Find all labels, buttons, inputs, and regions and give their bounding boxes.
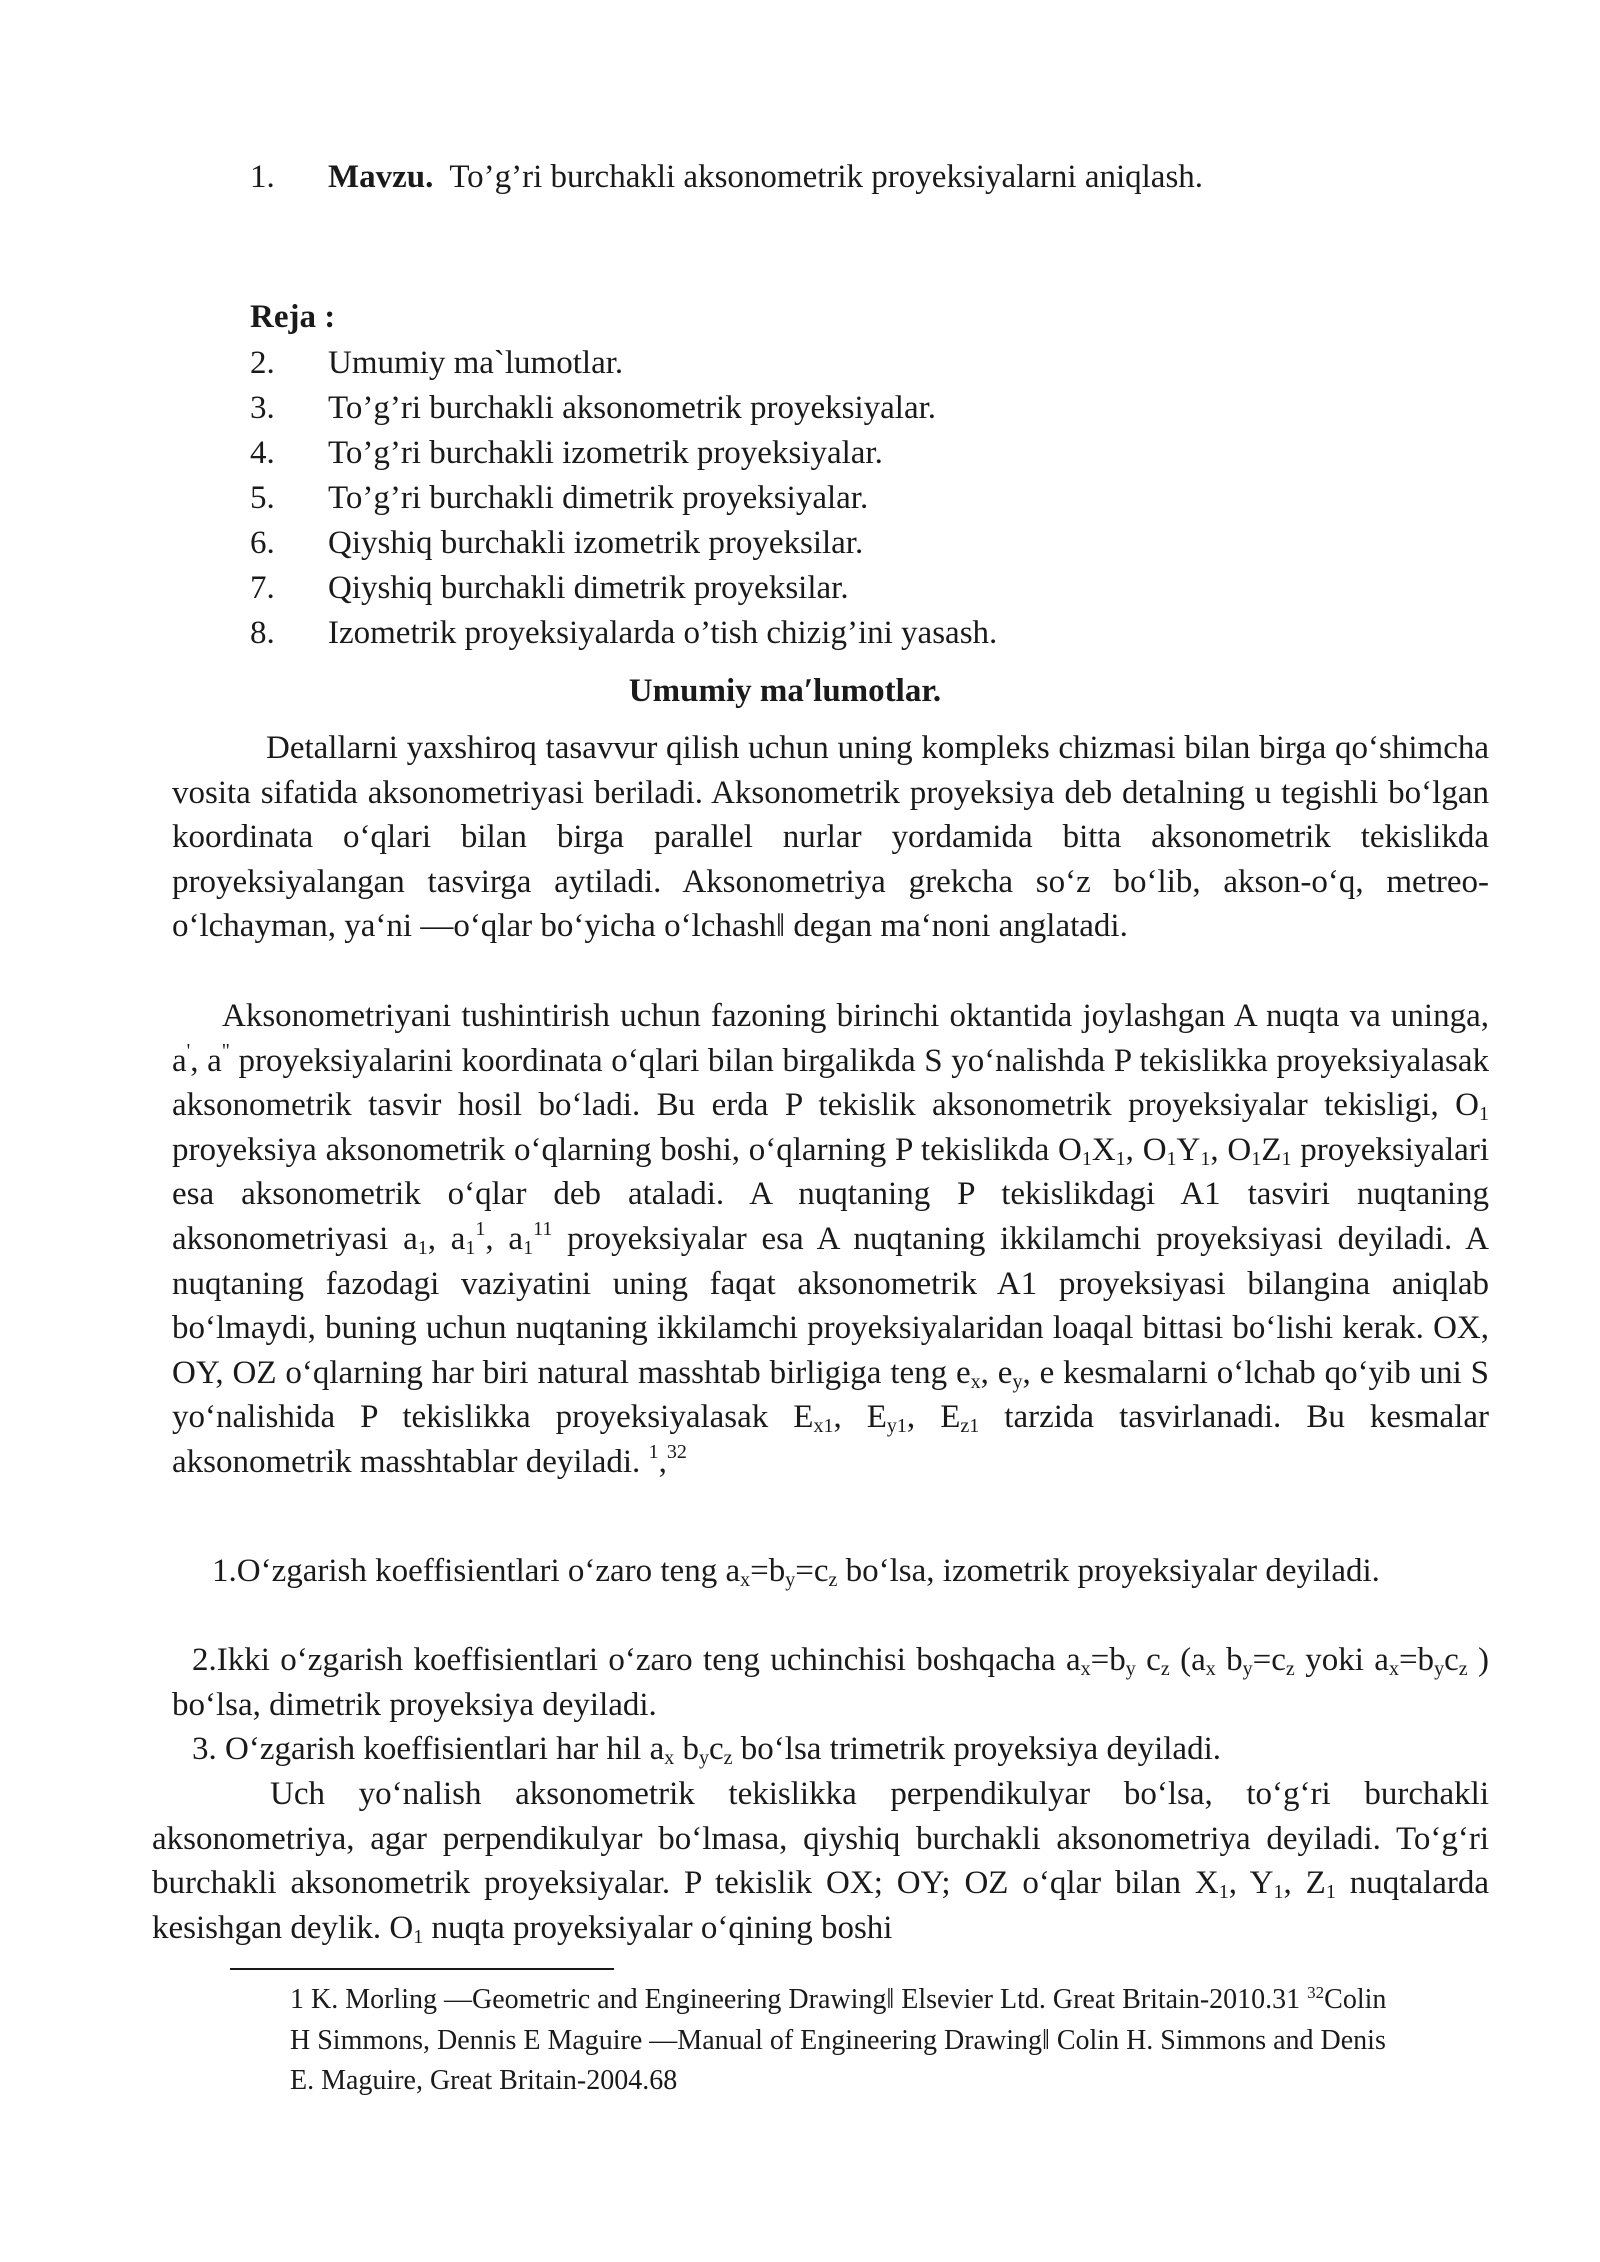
paragraph-dimetric-rule: 2.Ikki o‘zgarish koeffisientlari o‘zaro teng uchinchisi boshqacha $a_x=b_y$ $c_z$ ($a_x$ $b_y=c_z$ yoki $a_x=b_yc_z$ ) bo‘lsa, dimetrik proyeksiya deyiladi. [172,1642,1489,1723]
plan-item-number: 5. [250,480,275,516]
section-heading: Umumiy maʹlumotlar. [628,673,942,709]
plan-item-text: Qiyshiq burchakli izometrik proyeksilar. [328,525,864,561]
plan-item-number: 3. [250,390,275,426]
plan-heading: Reja : [250,299,336,335]
topic-label: Mavzu. [328,159,434,195]
plan-item-text: Umumiy ma`lumotlar. [328,345,624,381]
plan-item [250,520,1250,565]
plan-item [250,610,1250,655]
paragraph-trimetric-rule: 3. O‘zgarish koeffisientlari har hil $a_x$ $b_yc_z$ bo‘lsa trimetrik proyeksiya deyiladi. [192,1731,1221,1769]
paragraph-explanation: Aksonometriyani tushintirish uchun fazoning birinchi oktantida joylashgan A nuqta va uninga, a', a" proyeksiyalarini koordinata o‘qlari bilan birgalikda S yo‘nalishda P tekislikka proyeksiyalasak aksonometrik tasvir hosil bo‘ladi. Bu erda P tekislik aksonometrik proyeksiyalar tekisligi, $O_1$ proyeksiya aksonometrik o‘qlarning boshi, o‘qlarning P tekislikda $O_1X_1$, $O_1Y_1$, $O_1Z_1$ proyeksiyalari esa aksonometrik o‘qlar deb ataladi. A nuqtaning P tekislikdagi A1 tasviri nuqtaning aksonometriyasi $a_1$, $a_1^1$, $a_1^{11}$ proyeksiyalar esa A nuqtaning ikkilamchi proyeksiyasi deyiladi. A nuqtaning fazodagi vaziyatini uning faqat aksonometrik A1 proyeksiyasi bilangina aniqlab bo‘lmaydi, buning uchun nuqtaning ikkilamchi proyeksiyalaridan loaqal bittasi bo‘lishi kerak. OX, OY, OZ o‘qlarning har biri natural masshtab birligiga teng $e_x$, $e_y$, e kesmalarni o‘lchab qo‘yib uni S yo‘nalishida P tekislikka proyeksiyalasak $E_{x1}$, $E_{y1}$, $E_{z1}$ tarzida tasvirlanadi. Bu kesmalar aksonometrik masshtablar deyiladi. $^1$,$^{32}$ [172,998,1489,1480]
plan-item-text: Qiyshiq burchakli dimetrik proyeksilar. [328,570,849,606]
plan-item-text: To’g’ri burchakli izometrik proyeksiyalar. [328,435,883,471]
footnote: 1 K. Morling ―Geometric and Engineering Drawing‖ Elsevier Ltd. Great Britain-2010.31 $^{32}$Colin H Simmons, Dennis E Maguire ―Manual of Engineering Drawing‖ Colin H. Simmons and Denis E. Maguire, Great Britain-2004.68 [290,1983,1387,2096]
footnote-separator [230,1968,614,1970]
paragraph-orthogonal-axonometry: Uch yo‘nalish aksonometrik tekislikka perpendikulyar bo‘lsa, to‘g‘ri burchakli aksonometriya, agar perpendikulyar bo‘lmasa, qiyshiq burchakli aksonometriya deyiladi. To‘g‘ri burchakli aksonometrik proyeksiyalar. P tekislik OX; OY; OZ o‘qlar bilan $X_1$, $Y_1$, $Z_1$ nuqtalarda kesishgan deylik. $O_1$ nuqta proyeksiyalar o‘qining boshi [152,1776,1489,1948]
plan-item-number: 4. [250,435,275,471]
plan-item-number: 2. [250,345,275,381]
topic-text [328,154,1203,200]
plan-item-number: 6. [250,525,275,561]
plan-item-text: To’g’ri burchakli aksonometrik proyeksiyalar. [328,390,937,426]
topic-title: To’g’ri burchakli aksonometrik proyeksiyalarni aniqlash. [449,159,1204,195]
plan-item-text: Izometrik proyeksiyalarda o’tish chizig’ini yasash. [328,615,998,651]
plan-item-text: To’g’ri burchakli dimetrik proyeksiyalar. [328,480,869,516]
plan-list [250,340,1250,655]
plan-item [250,565,1250,610]
plan-item-number: 8. [250,615,275,651]
plan-item [250,475,1250,520]
plan-item-number: 7. [250,570,275,606]
plan-item [250,430,1250,475]
plan-item [250,340,1250,385]
plan-item [250,385,1250,430]
topic-number: 1. [250,159,275,195]
paragraph-isometric-rule: 1.O‘zgarish koeffisientlari o‘zaro teng $a_x=b_y=c_z$ bo‘lsa, izometrik proyeksiyalar deyiladi. [212,1553,1380,1591]
paragraph-definition: Detallarni yaxshiroq tasavvur qilish uchun uning kompleks chizmasi bilan birga qo‘shimcha vosita sifatida aksonometriyasi beriladi. Aksonometrik proyeksiya deb detalning u tegishli bo‘lgan koordinata o‘qlari bilan birga parallel nurlar yordamida bitta aksonometrik tekislikda proyeksiyalangan tasvirga aytiladi. Aksonometriya grekcha so‘z bo‘lib, akson-o‘q, metreo-o‘lchayman, ya‘ni ―o‘qlar bo‘yicha o‘lchash‖ degan ma‘noni anglatadi. [172,730,1489,945]
